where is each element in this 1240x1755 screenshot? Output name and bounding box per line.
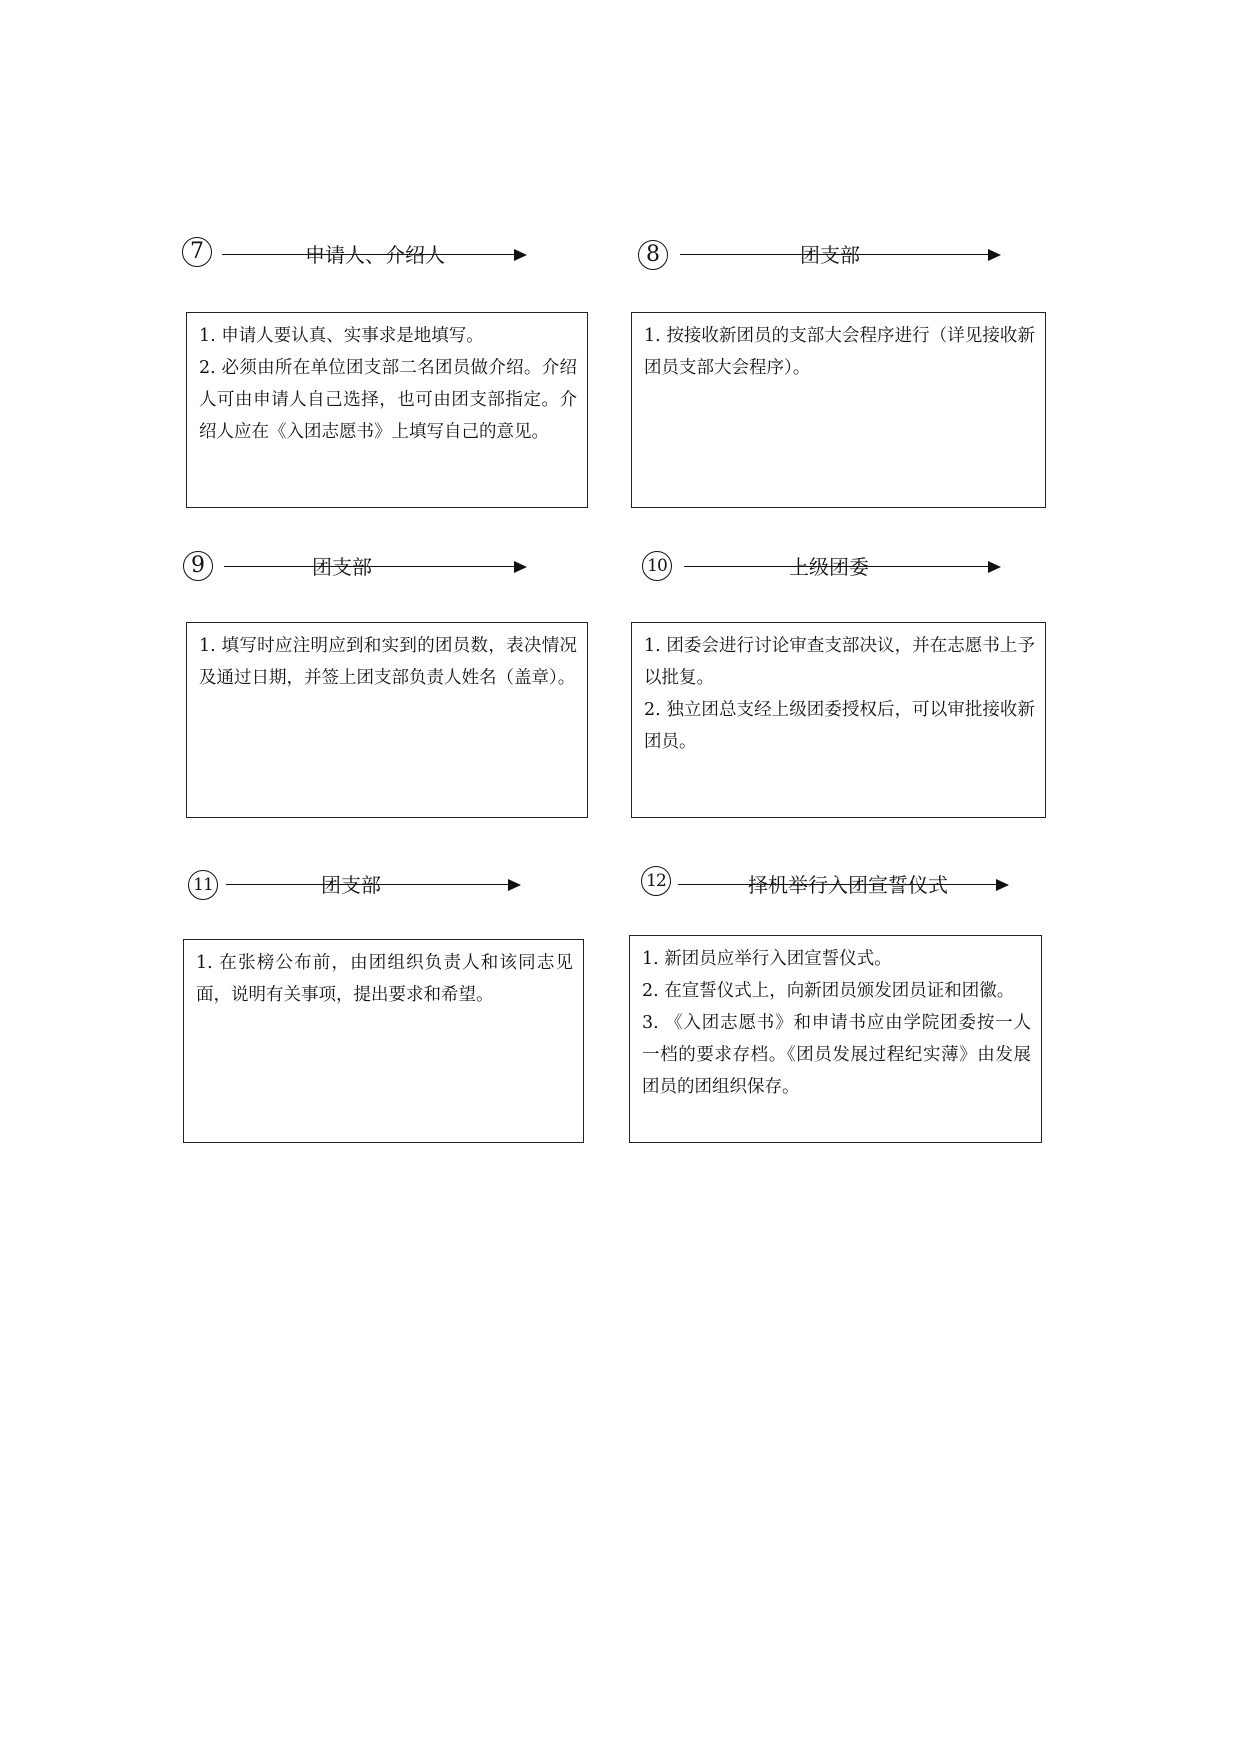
step-description-box <box>186 312 588 508</box>
step-number-badge: 11 <box>188 870 218 900</box>
step-item: 2. 独立团总支经上级团委授权后，可以审批接收新团员。 <box>644 700 1035 752</box>
step-item: 1. 按接收新团员的支部大会程序进行（详见接收新团员支部大会程序）。 <box>644 326 1035 378</box>
step-number-badge: 9 <box>183 551 213 581</box>
step-item: 1. 申请人要认真、实事求是地填写。 <box>199 326 484 346</box>
step-item: 2. 在宣誓仪式上，向新团员颁发团员证和团徽。 <box>642 981 1015 1001</box>
step-label: 申请人、介绍人 <box>305 243 445 267</box>
step-item: 1. 新团员应举行入团宣誓仪式。 <box>642 949 892 969</box>
step-description-box <box>183 939 584 1143</box>
step-item: 1. 在张榜公布前，由团组织负责人和该同志见面，说明有关事项，提出要求和希望。 <box>196 953 573 1005</box>
step-item: 1. 团委会进行讨论审查支部决议，并在志愿书上予以批复。 <box>644 636 1035 688</box>
step-number-badge: 8 <box>638 240 668 270</box>
arrow-right-icon <box>988 561 1001 573</box>
step-label: 团支部 <box>312 555 372 579</box>
step-description-box <box>629 935 1042 1143</box>
step-description-box <box>631 622 1046 818</box>
step-item: 3. 《入团志愿书》和申请书应由学院团委按一人一档的要求存档。《团员发展过程纪实薄》由发展团员的团组织保存。 <box>642 1013 1031 1097</box>
step-label: 团支部 <box>321 873 381 897</box>
step-item: 2. 必须由所在单位团支部二名团员做介绍。介绍人可由申请人自己选择，也可由团支部指定。介绍人应在《入团志愿书》上填写自己的意见。 <box>199 358 577 442</box>
arrow-right-icon <box>508 879 521 891</box>
step-number-badge: 7 <box>182 237 212 267</box>
step-label: 团支部 <box>800 243 860 267</box>
step-label: 择机举行入团宣誓仪式 <box>748 873 948 897</box>
step-description-box <box>186 622 588 818</box>
arrow-right-icon <box>996 879 1009 891</box>
step-number-badge: 10 <box>642 551 672 581</box>
arrow-right-icon <box>988 249 1001 261</box>
step-item: 1. 填写时应注明应到和实到的团员数，表决情况及通过日期，并签上团支部负责人姓名（盖章）。 <box>199 636 577 688</box>
step-label: 上级团委 <box>789 555 869 579</box>
step-number-badge: 12 <box>641 866 671 896</box>
step-description-box <box>631 312 1046 508</box>
arrow-right-icon <box>514 561 527 573</box>
